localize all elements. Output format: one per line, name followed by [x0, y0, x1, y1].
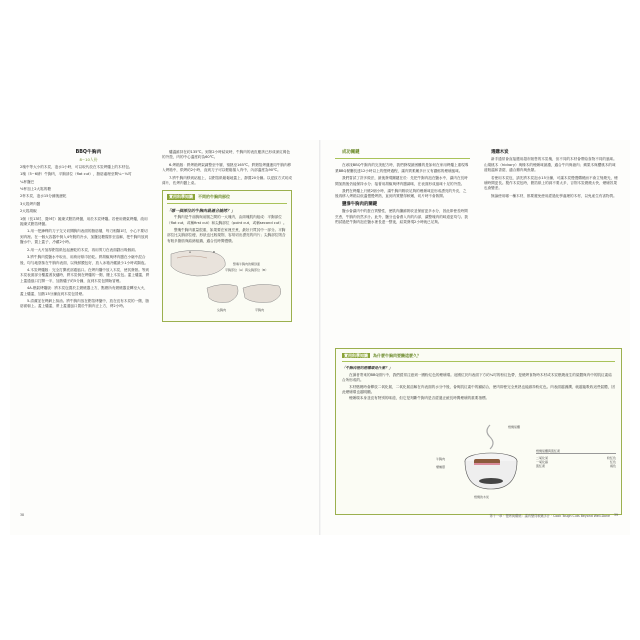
recipe-title: BBQ牛胸肉 [75, 150, 102, 155]
box-paragraph: 木材燃燒時會釋放二氧化氮，二氧化氮溶解在肉表面的水分中後，會與肌紅素中的鐵結合，使肉即使完全煮熟也能維持粉紅色。肉表面越濕潤，就越能吸收這些氣體，因此煙燻環也越明顯。 [342, 384, 615, 395]
section-title: 成功關鍵 [342, 150, 360, 155]
body-paragraph: 若使用木炭包，請先將木炭泡水15分鐘，可讓木炭慢慢燜燒而不會立刻燒光，煙燻時間更長。製作木炭包時，鋁箔紙上的洞不要太多，否則木炭燃燒太快，煙燻效果也會變差。 [484, 175, 618, 191]
box-subtitle: 不同的牛胸肉部位 [198, 194, 230, 200]
legend-gas: 肌紅素 [536, 464, 546, 468]
label-meat: 牛胸肉 [436, 457, 446, 461]
ingredient: ¼杯鹽巴 [20, 179, 35, 184]
label-a: A [189, 250, 192, 255]
label-charcoal: 燃燒的木炭 [474, 495, 490, 499]
section-heading: 選購木炭 [491, 150, 509, 155]
box-question: 「牛胸肉裡的煙燻環是什麼？」 [342, 366, 393, 371]
section-heading: 鹽滲牛胸肉的關鍵 [342, 201, 378, 207]
caption-legend: 平胸部位（A）與尖胸部位（B） [225, 268, 269, 273]
divider [342, 361, 615, 362]
smoke-ring-box [335, 348, 622, 515]
brisket-diagram [167, 248, 287, 318]
right-footer-text: 第十一章・慢烤與燜燒：讓肉變得軟嫩多汁 · Cook Tough Cuts Beyond Well-Done [489, 514, 610, 518]
right-column-2 [484, 150, 619, 201]
left-column-1 [20, 150, 150, 312]
ingredient: 2杯木炭，泡水15分鐘後瀝乾 [20, 194, 67, 199]
right-column-1 [335, 150, 470, 227]
ingredient: 2大匙胡椒 [20, 209, 37, 214]
legend-title: 燃燒氣體與肌紅素 [536, 449, 616, 454]
book-spine [319, 140, 321, 535]
ingredient: 1個（長13吋、寬9吋）拋棄式鋁箔烤盤，用於木炭烤爐。若使用燃氣烤爐，改用拋棄式鋁箔烤盤。 [20, 216, 148, 227]
step: 5.清潔並在烤網上抹油。將牛胸肉放在鋁箔烤盤中，放在沒有木炭的一側，脂肪面朝上。蓋上爐蓋，將上蓋通風口置於牛胸肉正上方，烤2小時。 [20, 298, 150, 309]
col1-paragraph: 2塊中等大小的木炭，泡水1小時，可以取代放在木炭烤爐上的木材包。 [20, 164, 133, 169]
step: 爐溫維持在約135℃。到第2小時結束時，牛胸肉的表皮應該已形成深紅褐色的外殼，肉的中心溫度約為60℃。 [162, 150, 290, 160]
label-ring: 煙燻環 [436, 465, 446, 469]
caption-flat: 平胸肉 [255, 308, 265, 313]
legend-gas: 二氧化氮 [536, 456, 549, 460]
step: 4.木炭烤爐版：完全打開底部通風口。在烤肉爐中放入木炭，使其發熱。等到木炭表面部分覆蓋著灰燼時，將木炭倒在烤爐的一側，擺上木炭包。蓋上爐蓋，將上蓋通風口打開一半，加熱爐子約5分鐘，直到木炭包開始冒煙。 [20, 267, 150, 283]
box-subtitle: 為什麼牛胸肉要醃這麼久？ [373, 353, 421, 358]
caption-whole: 整塊牛胸肉的橫剖面 [233, 262, 261, 267]
divider [335, 158, 470, 159]
box-question: 「哪一個部位的牛胸肉最適合燒烤？」 [167, 207, 235, 213]
ingredient: 1塊（5~6磅）牛胸肉，平胸部位（flat cut），脂肪處理至剩¼~⅛吋 [20, 172, 132, 177]
box-tag: 實用科學知識 [344, 353, 368, 358]
legend-row [536, 464, 616, 468]
box-paragraph: 在讀者寄來的BBQ照片中，我們經常注意到一圈粉紅色的煙燻環。這圈位於肉表面下方約¼吋的粉紅色帶，是燒烤食物時木材或木炭燃燒產生的氣體與肉中的肌紅素結合所形成的。 [342, 372, 612, 383]
body-paragraph: 我們在烤爐上只燒2個小時，讓牛胸肉吸收足夠的煙燻味並形成漂亮的外皮，之後再移入烤箱以低溫慢慢烤熟，直到肉質變得軟嫩，切片時不會散開。 [335, 189, 467, 199]
step: 2.用一大片加厚鋁箔紙包起瀝乾的木炭，再用剪刀在表面戳出幾個洞。 [27, 247, 139, 252]
body-paragraph: 在尋找BBQ牛胸肉的完美配方時，我們發現最困難的是如何在家用烤爐上重現專業BBQ餐廳長達12小時以上的慢烤過程，讓肉質柔嫩多汁又有濃郁的煙燻風味。 [335, 163, 469, 173]
body-paragraph: 鹽水會讓肉中的蛋白質變性，使肌肉纖維吸收並保留更多水分，因此即使長時間烹煮，牛胸肉仍然多汁。此外，鹽分也會滲入肉的內部，讓整塊肉的味道更均勻。我們試過把牛胸肉泡在鹽水裡長達一整夜，結果發現2小時就已足夠。 [335, 209, 468, 225]
body-paragraph: 新手通常會直接選用超市販售的木炭塊，但不同的木材會帶給食物不同的風味。山胡桃木（hickory）與橡木的煙燻味最濃，適合牛肉與豬肉；蘋果木與櫻桃木的味道較溫和香甜，適合雞肉與魚類。 [484, 157, 617, 173]
right-page-number: 39 [614, 513, 619, 517]
ingredient: 3大匙烤肉醬 [20, 201, 41, 206]
divider [167, 203, 287, 204]
label-gas: 燃燒氣體 [508, 425, 521, 429]
step: 4A.燃氣烤爐版：將木炭包置於主燃燒器上方，點燃所有燃燒器並轉至大火，蓋上爐蓋，加熱15分鐘直到木炭包冒煙。 [20, 286, 148, 296]
left-column-2 [162, 150, 292, 322]
gas-legend [536, 449, 616, 468]
box-paragraph: 牛胸肉是牛前胸與前腿之間的一大塊肉，由兩塊肌肉組成：平胸部位（flat cut，或稱first cut）和尖胸部位（point cut，或稱second cut）。 [167, 215, 287, 225]
step: 6.烤箱版：將烤箱烤架調整至中層，預熱至165℃。將鋁箔烤盤連同牛胸肉移入烤箱中，烘烤約2小時，直到刀子可以輕鬆插入肉中，內部溫度為90℃。 [162, 162, 292, 173]
caption-point: 尖胸肉 [217, 308, 227, 313]
recipe-serves: 8~10人份 [79, 157, 98, 163]
box-header [342, 353, 615, 358]
legend-gas: 一氧化碳 [536, 460, 549, 464]
box-header [167, 194, 287, 199]
grill-diagram [456, 423, 526, 493]
step: 1.用一把鋒利的刀子交叉切開胸肉表面的脂肪層，每刀相隔1吋，小心不要切到肉裡。在一個大容器中倒入4夸脫的冷水，加鹽及糖攪拌至溶解，把牛胸肉放到鹽水中，置上蓋子，冷藏2小時。 [20, 229, 149, 245]
step: 3.將牛胸肉從鹽水中取出，用廚房紙巾拍乾。將胡椒與烤肉醬在小碗中混合後，均勻地塗抹在牛胸肉表面，以保鮮膜包好，放入冰箱冷藏最少1小時或隔夜。 [20, 255, 149, 265]
legend-color: 粉紅色 [606, 456, 616, 460]
box-paragraph: 整塊牛胸肉重量很重，如果要在家裡烹煮，最好只買其中一部分。平胸部位比尖胸部位瘦，形狀也比較規則，容易切出漂亮的肉片；尖胸部位則含有較多脂肪與結締組織，適合長時間慢燉。 [167, 228, 286, 243]
ingredient: ½杯加上2大匙的糖 [20, 187, 51, 192]
box-paragraph: 煙燻環本身並沒有特別的味道，但它是判斷牛胸肉是否經過正統長時間煙燻的重要指標。 [349, 396, 490, 401]
left-page-number: 38 [20, 513, 25, 517]
brisket-illustration [167, 248, 289, 318]
science-box [162, 190, 292, 322]
box-tag: 實用科學知識 [169, 194, 193, 200]
legend-color: 褐色 [609, 464, 616, 468]
step: 7.將牛胸肉移到砧板上，以鋁箔紙鬆鬆地蓋上，靜置20分鐘。以逆紋方式切成薄片，佐烤肉醬上桌。 [162, 175, 292, 186]
body-paragraph: 我們嘗試了許多做法，最後發現關鍵在於：先把牛胸肉泡在鹽水中，讓肉在長時間加熱後仍能保持水分；接著用胡椒與烤肉醬調味，在表面形成風味十足的外殼。 [335, 176, 468, 186]
legend-color: 紅色 [609, 460, 616, 464]
label-b: B [213, 250, 216, 255]
body-paragraph: 無論使用哪一種木材，都要避免使用經過化學處理的木材，以免產生有害物質。 [491, 193, 617, 198]
